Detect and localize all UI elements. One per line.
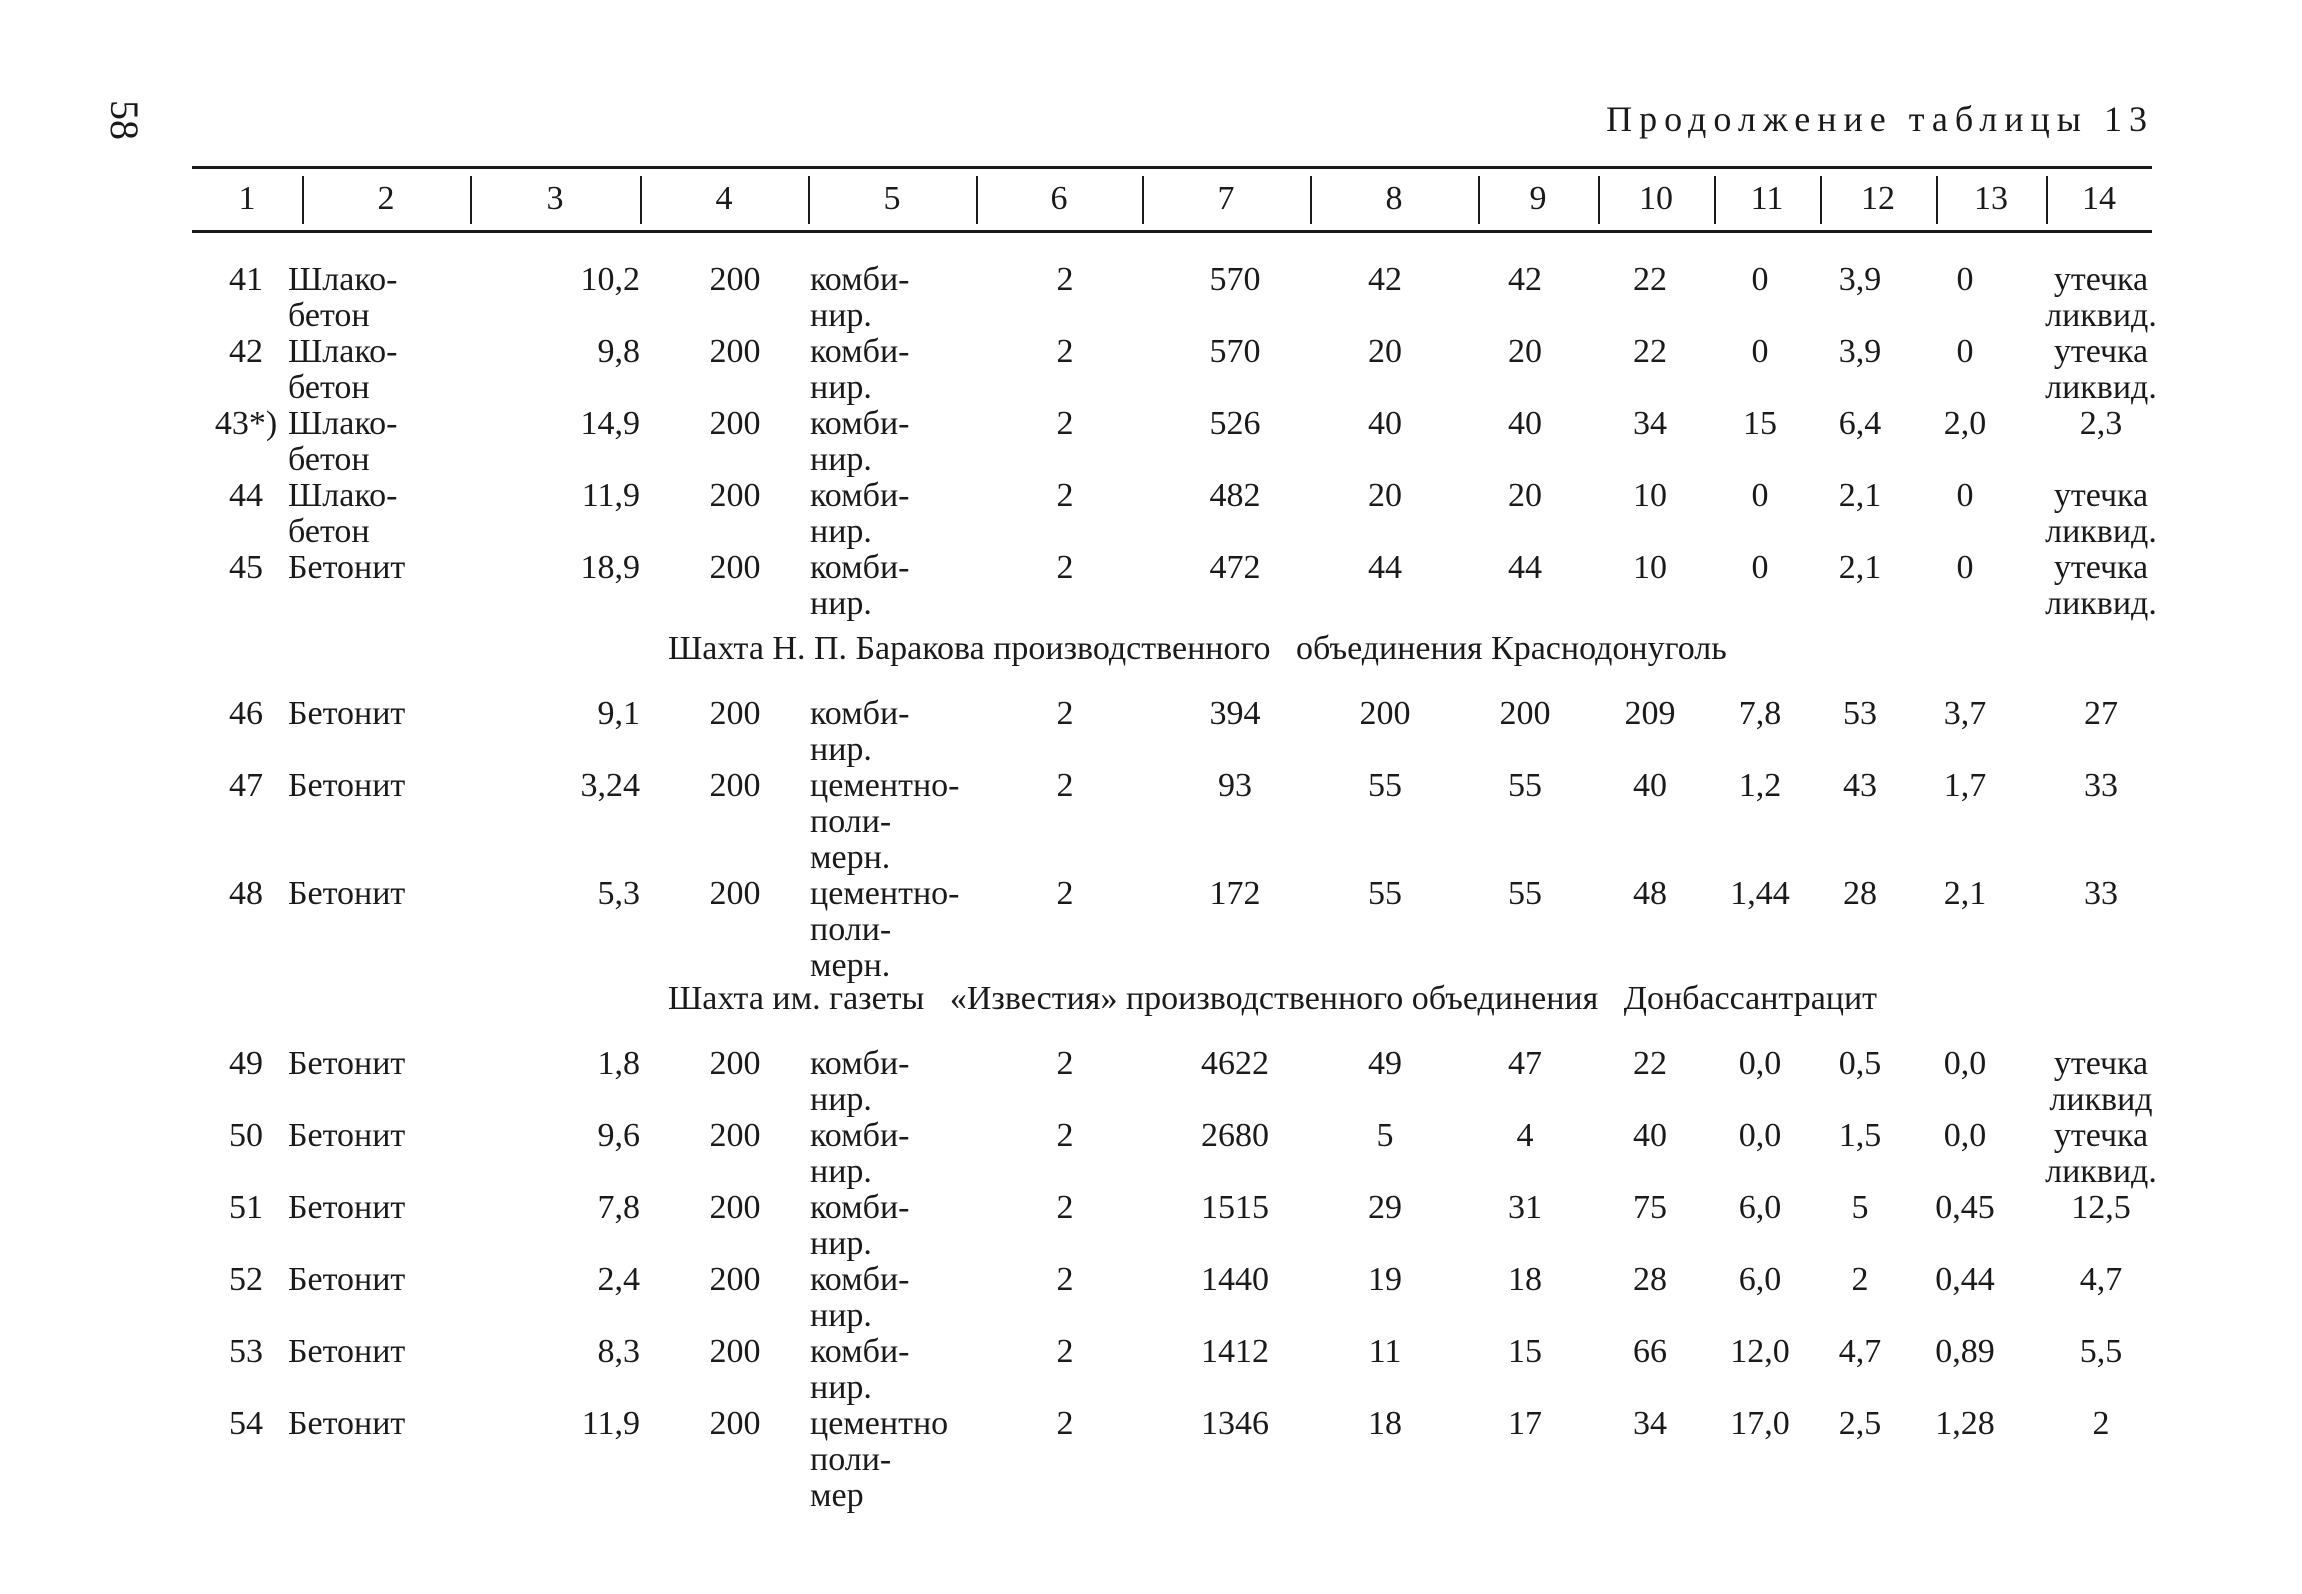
cell-c11: 0	[1751, 549, 1769, 586]
cell-c3: 18,9	[580, 549, 640, 586]
cell-c9: 40	[1508, 405, 1542, 442]
cell-c14: 12,5	[2071, 1189, 2131, 1226]
cell-n: 42	[229, 333, 263, 370]
cell-c14: 5,5	[2079, 1333, 2123, 1370]
cell-c11: 0	[1751, 333, 1769, 370]
cell-c5: цементно поли- мер	[810, 1405, 949, 1514]
cell-c3: 10,2	[580, 261, 640, 298]
header-divider	[1598, 176, 1600, 224]
cell-c7: 4622	[1201, 1045, 1269, 1082]
cell-c7: 1412	[1201, 1333, 1269, 1370]
cell-c5: цементно- поли- мерн.	[810, 875, 960, 984]
cell-c3: 7,8	[597, 1189, 640, 1226]
cell-c9: 200	[1499, 695, 1551, 732]
cell-c9: 4	[1516, 1117, 1534, 1154]
header-divider	[1142, 176, 1144, 224]
cell-c4: 200	[709, 1189, 761, 1226]
cell-c4: 200	[709, 1333, 761, 1370]
cell-n: 45	[229, 549, 263, 586]
cell-c10: 40	[1633, 767, 1667, 804]
table-header-bottom-rule	[192, 230, 2152, 233]
cell-c7: 570	[1209, 333, 1261, 370]
cell-c14: утечка ликвид.	[2045, 261, 2157, 334]
cell-c3: 14,9	[580, 405, 640, 442]
cell-n: 47	[229, 767, 263, 804]
cell-n: 44	[229, 477, 263, 514]
cell-c8: 5	[1376, 1117, 1394, 1154]
header-divider	[1478, 176, 1480, 224]
cell-c12: 43	[1843, 767, 1877, 804]
cell-c3: 9,8	[597, 333, 640, 370]
cell-material: Бетонит	[288, 875, 406, 912]
cell-c12: 2,5	[1838, 1405, 1882, 1442]
cell-c7: 570	[1209, 261, 1261, 298]
cell-c7: 526	[1209, 405, 1261, 442]
cell-c14: 27	[2084, 695, 2118, 732]
header-col-8: 8	[1385, 180, 1403, 217]
cell-c13: 3,7	[1943, 695, 1987, 732]
cell-c12: 28	[1843, 875, 1877, 912]
cell-c7: 93	[1218, 767, 1252, 804]
cell-c14: утечка ликвид.	[2045, 333, 2157, 406]
cell-c6: 2	[1056, 1333, 1074, 1370]
cell-c4: 200	[709, 875, 761, 912]
cell-c7: 394	[1209, 695, 1261, 732]
cell-c14: 33	[2084, 875, 2118, 912]
cell-c7: 1346	[1201, 1405, 1269, 1442]
cell-c9: 18	[1508, 1261, 1542, 1298]
cell-c12: 2,1	[1838, 549, 1882, 586]
cell-material: Бетонит	[288, 1117, 406, 1154]
cell-c6: 2	[1056, 1405, 1074, 1442]
cell-c10: 28	[1633, 1261, 1667, 1298]
cell-c6: 2	[1056, 405, 1074, 442]
cell-c5: комби- нир.	[810, 1189, 910, 1262]
cell-c5: комби- нир.	[810, 477, 910, 550]
cell-c8: 49	[1368, 1045, 1402, 1082]
cell-c13: 2,0	[1943, 405, 1987, 442]
cell-c10: 10	[1633, 477, 1667, 514]
section-title: Шахта им. газеты «Известия» производственного объединения Донбассантрацит	[668, 980, 1878, 1017]
cell-material: Бетонит	[288, 1405, 406, 1442]
cell-c5: комби- нир.	[810, 405, 910, 478]
cell-c9: 55	[1508, 875, 1542, 912]
cell-n: 52	[229, 1261, 263, 1298]
cell-n: 51	[229, 1189, 263, 1226]
cell-c7: 1440	[1201, 1261, 1269, 1298]
cell-c8: 55	[1368, 767, 1402, 804]
cell-c6: 2	[1056, 767, 1074, 804]
cell-c4: 200	[709, 549, 761, 586]
cell-c3: 11,9	[581, 1405, 640, 1442]
cell-c10: 22	[1633, 261, 1667, 298]
cell-c5: комби- нир.	[810, 261, 910, 334]
cell-c13: 0	[1956, 477, 1974, 514]
cell-c5: комби- нир.	[810, 695, 910, 768]
cell-c9: 17	[1508, 1405, 1542, 1442]
cell-c8: 55	[1368, 875, 1402, 912]
cell-c10: 10	[1633, 549, 1667, 586]
cell-c14: 33	[2084, 767, 2118, 804]
header-divider	[976, 176, 978, 224]
cell-c12: 3,9	[1838, 333, 1882, 370]
cell-c14: утечка ликвид	[2049, 1045, 2153, 1118]
cell-c11: 0,0	[1738, 1045, 1782, 1082]
header-divider	[1820, 176, 1822, 224]
cell-c4: 200	[709, 333, 761, 370]
cell-c9: 44	[1508, 549, 1542, 586]
cell-c3: 3,24	[580, 767, 640, 804]
page-number: 58	[102, 100, 147, 140]
cell-c8: 40	[1368, 405, 1402, 442]
cell-c4: 200	[709, 477, 761, 514]
cell-c10: 34	[1633, 1405, 1667, 1442]
cell-material: Бетонит	[288, 1189, 406, 1226]
cell-c12: 4,7	[1838, 1333, 1882, 1370]
cell-material: Бетонит	[288, 1045, 406, 1082]
header-divider	[1936, 176, 1938, 224]
cell-material: Шлако- бетон	[288, 477, 398, 550]
cell-n: 53	[229, 1333, 263, 1370]
cell-c13: 0	[1956, 549, 1974, 586]
cell-material: Бетонит	[288, 767, 406, 804]
cell-c6: 2	[1056, 261, 1074, 298]
table-header-row	[192, 170, 2152, 228]
cell-c3: 2,4	[597, 1261, 640, 1298]
header-divider	[808, 176, 810, 224]
cell-c13: 0,89	[1935, 1333, 1995, 1370]
cell-material: Бетонит	[288, 1261, 406, 1298]
cell-c12: 5	[1851, 1189, 1869, 1226]
cell-material: Шлако- бетон	[288, 261, 398, 334]
cell-c5: комби- нир.	[810, 333, 910, 406]
cell-c10: 66	[1633, 1333, 1667, 1370]
cell-c10: 34	[1633, 405, 1667, 442]
cell-c14: утечка ликвид.	[2045, 1117, 2157, 1190]
cell-material: Бетонит	[288, 1333, 406, 1370]
cell-material: Бетонит	[288, 695, 406, 732]
cell-c13: 0,0	[1943, 1117, 1987, 1154]
cell-c6: 2	[1056, 1117, 1074, 1154]
cell-c7: 1515	[1201, 1189, 1269, 1226]
cell-c10: 209	[1624, 695, 1676, 732]
header-col-9: 9	[1529, 180, 1547, 217]
cell-n: 43*)	[214, 405, 278, 442]
cell-c11: 7,8	[1738, 695, 1782, 732]
header-col-3: 3	[546, 180, 564, 217]
cell-c5: комби- нир.	[810, 1045, 910, 1118]
header-col-1: 1	[238, 180, 256, 217]
header-col-13: 13	[1974, 180, 2008, 217]
cell-c12: 2	[1851, 1261, 1869, 1298]
cell-c13: 0	[1956, 261, 1974, 298]
cell-c11: 0,0	[1738, 1117, 1782, 1154]
cell-c11: 1,2	[1738, 767, 1782, 804]
header-col-2: 2	[377, 180, 395, 217]
cell-c11: 1,44	[1730, 875, 1790, 912]
cell-c13: 1,7	[1943, 767, 1987, 804]
cell-c14: 2,3	[2079, 405, 2123, 442]
cell-c6: 2	[1056, 549, 1074, 586]
cell-c9: 42	[1508, 261, 1542, 298]
cell-c10: 22	[1633, 333, 1667, 370]
section-title: Шахта Н. П. Баракова производственного объединения Краснодонуголь	[668, 630, 1727, 667]
cell-c11: 12,0	[1730, 1333, 1790, 1370]
cell-c11: 0	[1751, 477, 1769, 514]
cell-c8: 29	[1368, 1189, 1402, 1226]
table-continuation-caption: Продолжение таблицы 13	[1606, 99, 2154, 139]
header-col-6: 6	[1050, 180, 1068, 217]
cell-c5: комби- нир.	[810, 1333, 910, 1406]
cell-c8: 19	[1368, 1261, 1402, 1298]
cell-c11: 0	[1751, 261, 1769, 298]
cell-c5: комби- нир.	[810, 1117, 910, 1190]
header-col-10: 10	[1639, 180, 1673, 217]
cell-c9: 20	[1508, 477, 1542, 514]
cell-c10: 40	[1633, 1117, 1667, 1154]
cell-c7: 172	[1209, 875, 1261, 912]
cell-n: 46	[229, 695, 263, 732]
cell-c13: 1,28	[1935, 1405, 1995, 1442]
cell-n: 50	[229, 1117, 263, 1154]
cell-c6: 2	[1056, 477, 1074, 514]
cell-c8: 20	[1368, 477, 1402, 514]
cell-c4: 200	[709, 695, 761, 732]
cell-c13: 2,1	[1943, 875, 1987, 912]
cell-c10: 75	[1633, 1189, 1667, 1226]
cell-c14: утечка ликвид.	[2045, 549, 2157, 622]
cell-c8: 20	[1368, 333, 1402, 370]
cell-c12: 2,1	[1838, 477, 1882, 514]
header-col-5: 5	[883, 180, 901, 217]
cell-n: 48	[229, 875, 263, 912]
cell-c14: 2	[2092, 1405, 2110, 1442]
header-divider	[1310, 176, 1312, 224]
cell-c3: 9,1	[597, 695, 640, 732]
header-col-11: 11	[1750, 180, 1784, 217]
cell-c9: 15	[1508, 1333, 1542, 1370]
header-divider	[470, 176, 472, 224]
cell-c6: 2	[1056, 1189, 1074, 1226]
cell-c14: 4,7	[2079, 1261, 2123, 1298]
cell-c11: 15	[1743, 405, 1777, 442]
cell-n: 49	[229, 1045, 263, 1082]
cell-c6: 2	[1056, 695, 1074, 732]
cell-c9: 20	[1508, 333, 1542, 370]
cell-material: Шлако- бетон	[288, 333, 398, 406]
cell-c12: 3,9	[1838, 261, 1882, 298]
header-divider	[640, 176, 642, 224]
cell-c5: комби- нир.	[810, 1261, 910, 1334]
table-top-rule	[192, 166, 2152, 169]
cell-c8: 18	[1368, 1405, 1402, 1442]
cell-c12: 1,5	[1838, 1117, 1882, 1154]
header-divider	[1714, 176, 1716, 224]
cell-c13: 0,44	[1935, 1261, 1995, 1298]
header-divider	[2046, 176, 2048, 224]
header-col-7: 7	[1217, 180, 1235, 217]
cell-c4: 200	[709, 405, 761, 442]
cell-c8: 11	[1368, 1333, 1402, 1370]
cell-c11: 6,0	[1738, 1189, 1782, 1226]
cell-c5: цементно- поли- мерн.	[810, 767, 960, 876]
cell-c3: 5,3	[597, 875, 640, 912]
cell-c5: комби- нир.	[810, 549, 910, 622]
cell-c4: 200	[709, 1261, 761, 1298]
cell-c6: 2	[1056, 875, 1074, 912]
cell-c4: 200	[709, 1045, 761, 1082]
cell-c13: 0	[1956, 333, 1974, 370]
cell-c7: 472	[1209, 549, 1261, 586]
cell-c4: 200	[709, 1405, 761, 1442]
cell-material: Шлако- бетон	[288, 405, 398, 478]
cell-n: 54	[229, 1405, 263, 1442]
header-col-14: 14	[2082, 180, 2116, 217]
cell-c12: 6,4	[1838, 405, 1882, 442]
cell-c6: 2	[1056, 1261, 1074, 1298]
cell-c7: 482	[1209, 477, 1261, 514]
header-divider	[302, 176, 304, 224]
cell-c13: 0,0	[1943, 1045, 1987, 1082]
cell-c4: 200	[709, 261, 761, 298]
header-col-4: 4	[715, 180, 733, 217]
cell-c10: 22	[1633, 1045, 1667, 1082]
cell-c9: 55	[1508, 767, 1542, 804]
cell-c4: 200	[709, 1117, 761, 1154]
cell-c8: 44	[1368, 549, 1402, 586]
cell-c11: 6,0	[1738, 1261, 1782, 1298]
cell-c4: 200	[709, 767, 761, 804]
cell-c11: 17,0	[1730, 1405, 1790, 1442]
cell-c12: 0,5	[1838, 1045, 1882, 1082]
cell-c3: 1,8	[597, 1045, 640, 1082]
cell-c3: 9,6	[597, 1117, 640, 1154]
cell-material: Бетонит	[288, 549, 406, 586]
cell-c13: 0,45	[1935, 1189, 1995, 1226]
cell-c8: 42	[1368, 261, 1402, 298]
cell-c10: 48	[1633, 875, 1667, 912]
cell-c6: 2	[1056, 333, 1074, 370]
cell-c8: 200	[1359, 695, 1411, 732]
cell-c12: 53	[1843, 695, 1877, 732]
cell-c3: 11,9	[581, 477, 640, 514]
cell-c9: 31	[1508, 1189, 1542, 1226]
cell-c3: 8,3	[597, 1333, 640, 1370]
cell-n: 41	[229, 261, 263, 298]
header-col-12: 12	[1861, 180, 1895, 217]
cell-c7: 2680	[1201, 1117, 1269, 1154]
cell-c14: утечка ликвид.	[2045, 477, 2157, 550]
cell-c6: 2	[1056, 1045, 1074, 1082]
cell-c9: 47	[1508, 1045, 1542, 1082]
